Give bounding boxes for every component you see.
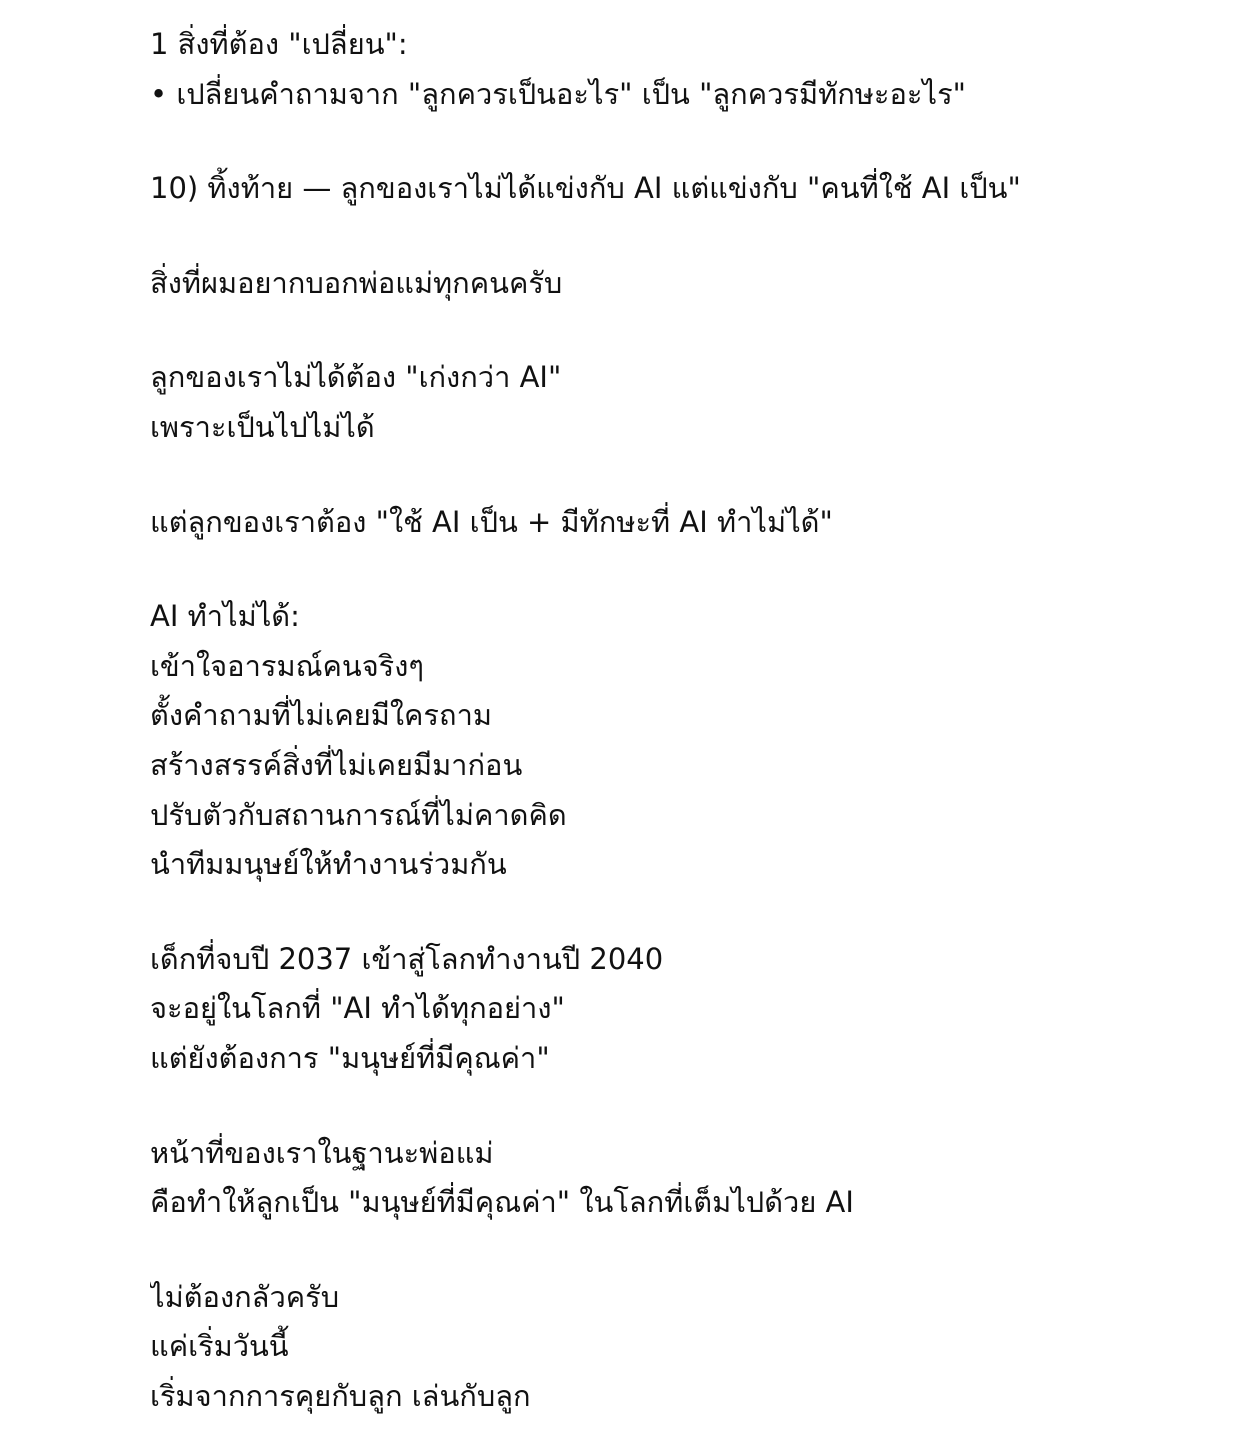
paragraph-gap xyxy=(150,453,1210,498)
not-better-line-1: ลูกของเราไม่ได้ต้อง "เก่งกว่า AI" xyxy=(150,360,562,395)
not-better-line-2: เพราะเป็นไปไม่ได้ xyxy=(150,409,375,444)
ai-cannot-heading: AI ทำไม่ได้: xyxy=(150,599,300,634)
duty-line-2: คือทำให้ลูกเป็น "มนุษย์ที่มีคุณค่า" ในโลกที่เต็มไปด้วย AI xyxy=(150,1185,854,1220)
paragraph-gap xyxy=(150,1228,1210,1273)
paragraph-gap xyxy=(150,214,1210,259)
paragraph-gap xyxy=(150,890,1210,935)
future-line-1: เด็กที่จบปี 2037 เข้าสู่โลกทำงานปี 2040 xyxy=(150,941,664,976)
list-item: เข้าใจอารมณ์คนจริงๆ xyxy=(150,648,424,683)
paragraph-gap xyxy=(150,1084,1210,1129)
paragraph-gap xyxy=(150,308,1210,353)
future-line-3: แต่ยังต้องการ "มนุษย์ที่มีคุณค่า" xyxy=(150,1040,550,1075)
final-section-heading: 10) ทิ้งท้าย — ลูกของเราไม่ได้แข่งกับ AI แต่แข่งกับ "คนที่ใช้ AI เป็น" xyxy=(150,171,1021,206)
must-line: แต่ลูกของเราต้อง "ใช้ AI เป็น + มีทักษะที่ AI ทำไม่ได้" xyxy=(150,504,833,539)
closing-line-2: แค่เริ่มวันนี้ xyxy=(150,1329,289,1364)
intro-line: สิ่งที่ผมอยากบอกพ่อแม่ทุกคนครับ xyxy=(150,265,563,300)
paragraph-gap xyxy=(150,119,1210,164)
paragraph-gap xyxy=(150,547,1210,592)
list-item: ตั้งคำถามที่ไม่เคยมีใครถาม xyxy=(150,698,492,733)
duty-line-1: หน้าที่ของเราในฐานะพ่อแม่ xyxy=(150,1135,494,1170)
list-item: สร้างสรรค์สิ่งที่ไม่เคยมีมาก่อน xyxy=(150,747,523,782)
closing-line-1: ไม่ต้องกลัวครับ xyxy=(150,1279,340,1314)
future-line-2: จะอยู่ในโลกที่ "AI ทำได้ทุกอย่าง" xyxy=(150,991,565,1026)
change-bullet: • เปลี่ยนคำถามจาก "ลูกควรเป็นอะไร" เป็น "ลูกควรมีทักษะอะไร" xyxy=(150,76,966,111)
list-item: ปรับตัวกับสถานการณ์ที่ไม่คาดคิด xyxy=(150,797,567,832)
list-item: นำทีมมนุษย์ให้ทำงานร่วมกัน xyxy=(150,847,507,882)
document-body xyxy=(150,20,1210,1421)
closing-line-3: เริ่มจากการคุยกับลูก เล่นกับลูก xyxy=(150,1378,531,1413)
change-heading: 1 สิ่งที่ต้อง "เปลี่ยน": xyxy=(150,27,408,61)
